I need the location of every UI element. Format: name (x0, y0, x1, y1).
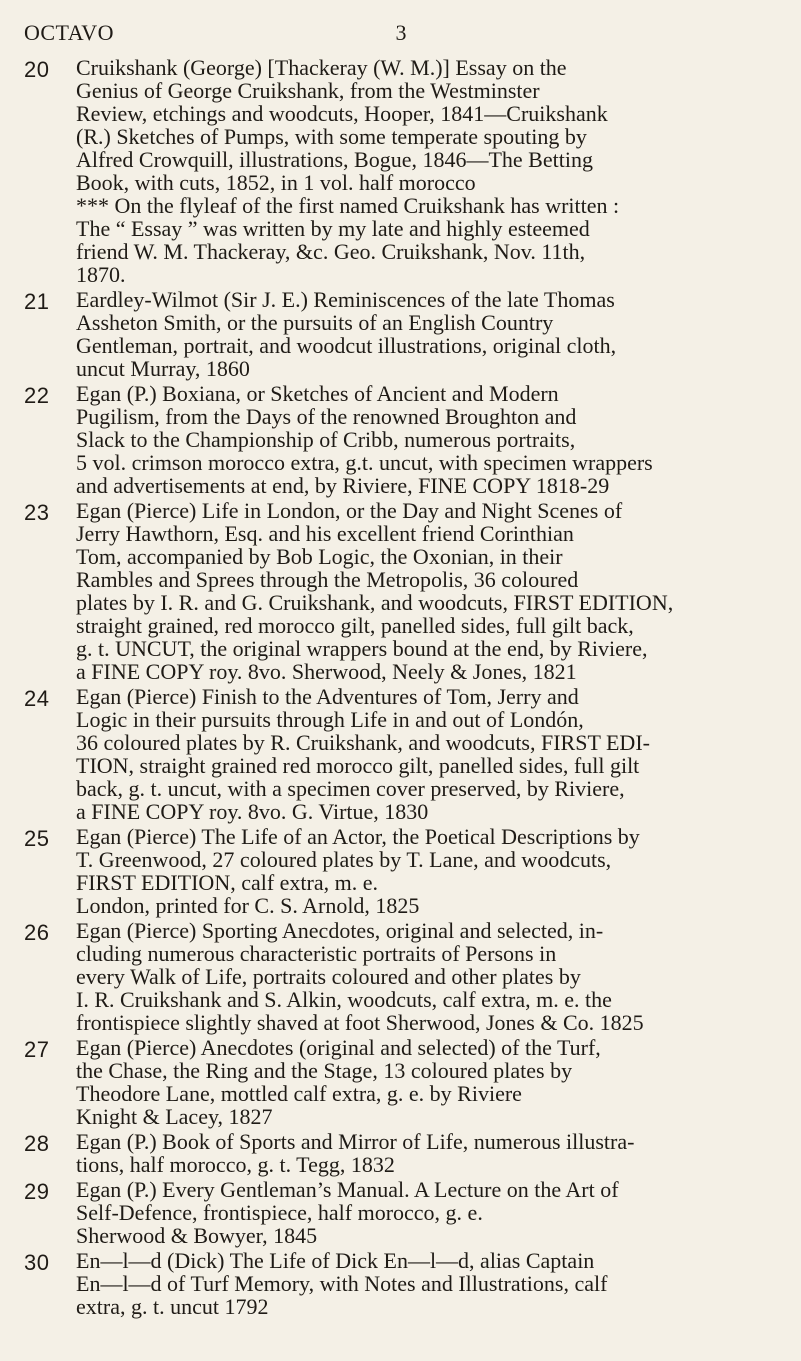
lot-description: Egan (Pierce) Anecdotes (original and selected) of the Turf, the Chase, the Ring and the Stage, 13 coloured plates by Theodore Lane, mottled calf extra, g. e. by Riviere Knight & Lacey, 1827 (76, 1035, 601, 1129)
lot-number: 27 (24, 1037, 50, 1062)
lot-list (24, 56, 785, 1318)
lot-description: Egan (Pierce) The Life of an Actor, the Poetical Descriptions by T. Greenwood, 27 coloured plates by T. Lane, and woodcuts, FIRST EDITION, calf extra, m. e. London, printed for C. S. Arnold, 1825 (76, 824, 640, 918)
lot-description: Egan (P.) Boxiana, or Sketches of Ancient and Modern Pugilism, from the Days of the renowned Broughton and Slack to the Championship of Cribb, numerous portraits, 5 vol. crimson morocco extra, g.t. uncut, with specimen wrappers and advertisements at end, by Riviere, FINE COPY 1818-29 (76, 381, 653, 498)
lot-description: Cruikshank (George) [Thackeray (W. M.)] Essay on the Genius of George Cruikshank, from the Westminster Review, etchings and woodcuts, Hooper, 1841—Cruikshank (R.) Sketches of Pumps, with some temperate spouting by Alfred Crowquill, illustrations, Bogue, 1846—The Betting Book, with cuts, 1852, in 1 vol. half morocco *** On the flyleaf of the first named Cruikshank has written : The “ Essay ” was written by my late and highly esteemed friend W. M. Thackeray, &c. Geo. Cruikshank, Nov. 11th, 1870. (76, 55, 620, 287)
lot-number: 24 (24, 686, 50, 711)
lot-description: Egan (P.) Book of Sports and Mirror of Life, numerous illustra- tions, half morocco, g. t. Tegg, 1832 (76, 1129, 635, 1177)
lot-number: 20 (24, 57, 50, 82)
lot-number: 28 (24, 1131, 50, 1156)
lot-entry (24, 1249, 785, 1318)
lot-number: 23 (24, 500, 50, 525)
lot-description: En—l—d (Dick) The Life of Dick En—l—d, alias Captain En—l—d of Turf Memory, with Notes and Illustrations, calf extra, g. t. uncut 1792 (76, 1248, 608, 1319)
header-section-label: OCTAVO (24, 20, 115, 45)
lot-number: 21 (24, 289, 50, 314)
header-page-number: 3 (395, 20, 407, 45)
lot-entry (24, 382, 785, 497)
lot-number: 25 (24, 826, 50, 851)
lot-entry (24, 685, 785, 823)
lot-entry (24, 1130, 785, 1176)
lot-entry (24, 919, 785, 1034)
lot-number: 30 (24, 1250, 50, 1275)
lot-entry (24, 825, 785, 917)
lot-number: 22 (24, 383, 50, 408)
lot-description: Eardley-Wilmot (Sir J. E.) Reminiscences of the late Thomas Assheton Smith, or the pursuits of an English Country Gentleman, portrait, and woodcut illustrations, original cloth, uncut Murray, 1860 (76, 287, 617, 381)
lot-entry (24, 288, 785, 380)
lot-entry (24, 1178, 785, 1247)
lot-number: 26 (24, 920, 50, 945)
lot-description: Egan (Pierce) Finish to the Adventures of Tom, Jerry and Logic in their pursuits through Life in and out of Londón, 36 coloured plates by R. Cruikshank, and woodcuts, FIRST EDI- TION, straight grained red morocco gilt, panelled sides, full gilt back, g. t. uncut, with a specimen cover preserved, by Riviere, a FINE COPY roy. 8vo. G. Virtue, 1830 (76, 684, 650, 824)
lot-description: Egan (Pierce) Life in London, or the Day and Night Scenes of Jerry Hawthorn, Esq. and his excellent friend Corinthian Tom, accompanied by Bob Logic, the Oxonian, in their Rambles and Sprees through the Metropolis, 36 coloured plates by I. R. and G. Cruikshank, and woodcuts, FIRST EDITION, straight grained, red morocco gilt, panelled sides, full gilt back, g. t. UNCUT, the original wrappers bound at the end, by Riviere, a FINE COPY roy. 8vo. Sherwood, Neely & Jones, 1821 (76, 498, 674, 684)
lot-description: Egan (P.) Every Gentleman’s Manual. A Lecture on the Art of Self-Defence, frontispiece, half morocco, g. e. Sherwood & Bowyer, 1845 (76, 1177, 619, 1248)
lot-entry (24, 56, 785, 286)
lot-description: Egan (Pierce) Sporting Anecdotes, original and selected, in- cluding numerous characteristic portraits of Persons in every Walk of Life, portraits coloured and other plates by I. R. Cruikshank and S. Alkin, woodcuts, calf extra, m. e. the frontispiece slightly shaved at foot Sherwood, Jones & Co. 1825 (76, 918, 644, 1035)
lot-entry (24, 1036, 785, 1128)
lot-number: 29 (24, 1179, 50, 1204)
lot-entry (24, 499, 785, 683)
page-header (24, 20, 407, 46)
